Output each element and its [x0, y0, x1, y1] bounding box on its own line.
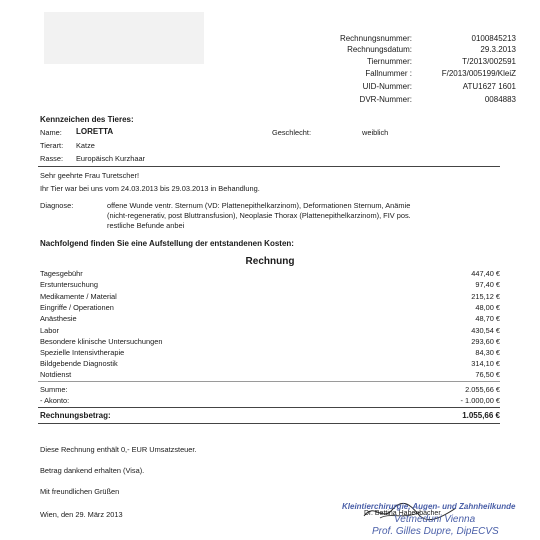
costs-intro: Nachfolgend finden Sie eine Aufstellung der entstandenen Kosten:	[40, 239, 294, 248]
item-amount: 430,54 €	[471, 326, 500, 335]
diagnosis-line: (nicht-regenerativ, post Bluttransfusion), Neoplasie Thorax (Plattenepithelkarzinom), FIV pos.	[107, 211, 411, 220]
total-value: 1.055,66 €	[462, 411, 500, 420]
uid-number-value: ATU1627 1601	[462, 82, 516, 91]
salutation: Sehr geehrte Frau Turetscher!	[40, 171, 140, 180]
item-label: Tagesgebühr	[40, 269, 83, 278]
item-label: Eingriffe / Operationen	[40, 303, 114, 312]
section-divider	[38, 166, 500, 167]
item-amount: 84,30 €	[475, 348, 500, 357]
name-value: LORETTA	[76, 127, 114, 136]
species-label: Tierart:	[40, 141, 64, 150]
sum-label: Summe:	[40, 385, 68, 394]
invoice-number-value: 0100845213	[471, 34, 516, 43]
letterhead-logo	[44, 12, 204, 64]
gender-label: Geschlecht:	[272, 128, 312, 137]
item-label: Notdienst	[40, 370, 72, 379]
advance-value: - 1.000,00 €	[460, 396, 500, 405]
gender-value: weiblich	[362, 128, 389, 137]
stamp-line: Prof. Gilles Dupre, DipECVS	[372, 526, 499, 537]
breed-value: Europäisch Kurzhaar	[76, 154, 146, 163]
case-number-value: F/2013/005199/KleiZ	[441, 69, 516, 78]
signer-name: Dr. Bettina Habenbacher	[364, 510, 441, 517]
diagnosis-label: Diagnose:	[40, 201, 74, 210]
item-amount: 293,60 €	[471, 337, 500, 346]
item-amount: 97,40 €	[475, 280, 500, 289]
species-value: Katze	[76, 141, 95, 150]
item-amount: 314,10 €	[471, 359, 500, 368]
item-label: Erstuntersuchung	[40, 280, 98, 289]
tax-note: Diese Rechnung enthält 0,- EUR Umsatzsteuer.	[40, 445, 197, 454]
item-label: Anästhesie	[40, 314, 77, 323]
case-number-label: Fallnummer :	[365, 69, 412, 78]
treatment-period: Ihr Tier war bei uns vom 24.03.2013 bis 29.03.2013 in Behandlung.	[40, 184, 260, 193]
item-label: Spezielle Intensivtherapie	[40, 348, 125, 357]
greeting: Mit freundlichen Grüßen	[40, 487, 120, 496]
item-amount: 447,40 €	[471, 269, 500, 278]
breed-label: Rasse:	[40, 154, 64, 163]
invoice-date-value: 29.3.2013	[480, 45, 516, 54]
item-label: Medikamente / Material	[40, 292, 117, 301]
uid-number-label: UID-Nummer:	[362, 82, 412, 91]
dvr-number-value: 0084883	[484, 95, 516, 104]
invoice-title: Rechnung	[245, 256, 295, 267]
item-amount: 48,70 €	[475, 314, 500, 323]
invoice-date-label: Rechnungsdatum:	[347, 45, 412, 54]
invoice-number-label: Rechnungsnummer:	[339, 34, 412, 43]
payment-note: Betrag dankend erhalten (Visa).	[40, 466, 145, 475]
item-label: Besondere klinische Untersuchungen	[40, 337, 163, 346]
stamp-line: Vetmeduni Vienna	[394, 514, 476, 525]
animal-number-value: T/2013/002591	[462, 57, 516, 66]
diagnosis-line: offene Wunde ventr. Sternum (VD: Plattenepithelkarzinom), Deformationen Sternum, Anämie	[107, 201, 411, 210]
sum-value: 2.055,66 €	[465, 385, 500, 394]
item-label: Labor	[40, 326, 59, 335]
animal-heading: Kennzeichen des Tieres:	[40, 115, 134, 124]
place-date: Wien, den 29. März 2013	[40, 510, 123, 519]
item-amount: 215,12 €	[471, 292, 500, 301]
animal-number-label: Tiernummer:	[366, 57, 412, 66]
items-divider	[38, 381, 500, 382]
total-divider	[38, 407, 500, 408]
item-amount: 48,00 €	[475, 303, 500, 312]
advance-label: - Akonto:	[40, 396, 70, 405]
name-label: Name:	[40, 128, 62, 137]
stamp-line: Kleintierchirurgie, Augen- und Zahnheilkunde	[342, 502, 516, 511]
item-amount: 76,50 €	[475, 370, 500, 379]
diagnosis-line: restliche Befunde anbei	[107, 221, 185, 230]
dvr-number-label: DVR-Nummer:	[359, 95, 412, 104]
total-label: Rechnungsbetrag:	[40, 411, 111, 420]
item-label: Bildgebende Diagnostik	[40, 359, 118, 368]
total-underline	[38, 423, 500, 424]
